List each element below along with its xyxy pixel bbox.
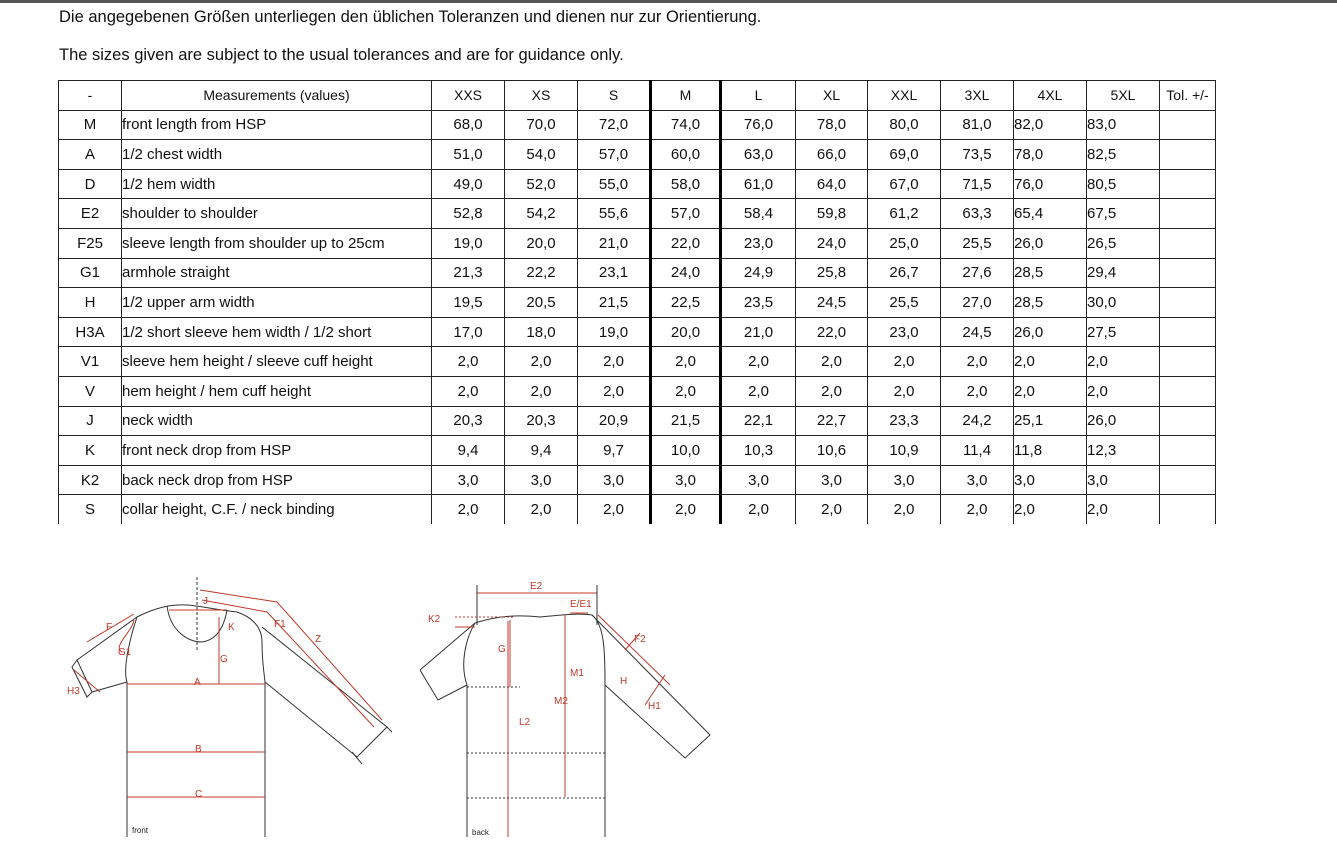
cell-xl: 59,8 (796, 199, 868, 229)
back-garment-sketch (420, 575, 720, 837)
col-header-5xl: 5XL (1087, 81, 1160, 111)
cell-xxs: 2,0 (432, 376, 505, 406)
col-header-xxl: XXL (868, 81, 941, 111)
col-header-3xl: 3XL (941, 81, 1014, 111)
label-l2: L2 (519, 717, 531, 728)
cell-l: 2,0 (721, 495, 796, 524)
cell-xl: 2,0 (796, 376, 868, 406)
row-description: back neck drop from HSP (122, 465, 432, 495)
cell-tolerance (1160, 465, 1216, 495)
cell-m: 2,0 (651, 495, 721, 524)
cell-tolerance (1160, 140, 1216, 170)
col-header-measurements: Measurements (values) (122, 81, 432, 111)
col-header-s: S (578, 81, 651, 111)
cell-3xl: 2,0 (941, 347, 1014, 377)
table-row (59, 376, 1216, 406)
cell-xxl: 69,0 (868, 140, 941, 170)
cell-4xl: 28,5 (1014, 258, 1087, 288)
cell-4xl: 2,0 (1014, 376, 1087, 406)
label-j: J (203, 596, 208, 607)
row-description: 1/2 upper arm width (122, 288, 432, 318)
label-e2: E2 (530, 581, 543, 592)
cell-4xl: 28,5 (1014, 288, 1087, 318)
cell-xxl: 10,9 (868, 436, 941, 466)
cell-5xl: 27,5 (1087, 317, 1160, 347)
row-code: H3A (59, 317, 122, 347)
row-description: sleeve length from shoulder up to 25cm (122, 228, 432, 258)
col-header-4xl: 4XL (1014, 81, 1087, 111)
label-a: A (194, 677, 201, 688)
cell-s: 23,1 (578, 258, 651, 288)
cell-tolerance (1160, 169, 1216, 199)
cell-xs: 3,0 (505, 465, 578, 495)
row-description: front length from HSP (122, 110, 432, 140)
cell-s: 2,0 (578, 347, 651, 377)
cell-4xl: 76,0 (1014, 169, 1087, 199)
cell-5xl: 12,3 (1087, 436, 1160, 466)
cell-xxl: 23,0 (868, 317, 941, 347)
cell-xl: 25,8 (796, 258, 868, 288)
cell-l: 3,0 (721, 465, 796, 495)
cell-xl: 10,6 (796, 436, 868, 466)
cell-xxs: 17,0 (432, 317, 505, 347)
cell-5xl: 30,0 (1087, 288, 1160, 318)
label-f: F (106, 622, 113, 633)
cell-xxl: 61,2 (868, 199, 941, 229)
cell-xl: 2,0 (796, 495, 868, 524)
row-code: H (59, 288, 122, 318)
col-header-xxs: XXS (432, 81, 505, 111)
cell-3xl: 11,4 (941, 436, 1014, 466)
cell-l: 63,0 (721, 140, 796, 170)
size-chart-table (58, 80, 1216, 524)
cell-5xl: 2,0 (1087, 495, 1160, 524)
row-code: A (59, 140, 122, 170)
row-description: collar height, C.F. / neck binding (122, 495, 432, 524)
cell-xs: 70,0 (505, 110, 578, 140)
cell-m: 60,0 (651, 140, 721, 170)
tolerance-note-english: The sizes given are subject to the usual tolerances and are for guidance only. (59, 46, 624, 64)
cell-m: 21,5 (651, 406, 721, 436)
cell-xs: 9,4 (505, 436, 578, 466)
cell-xs: 52,0 (505, 169, 578, 199)
cell-l: 23,5 (721, 288, 796, 318)
table-row (59, 436, 1216, 466)
cell-s: 55,0 (578, 169, 651, 199)
cell-xl: 78,0 (796, 110, 868, 140)
cell-s: 2,0 (578, 376, 651, 406)
cell-xxl: 67,0 (868, 169, 941, 199)
cell-s: 3,0 (578, 465, 651, 495)
label-f2: F2 (634, 634, 646, 645)
cell-xxl: 2,0 (868, 376, 941, 406)
cell-5xl: 2,0 (1087, 347, 1160, 377)
label-g1: G1 (118, 647, 132, 658)
cell-3xl: 63,3 (941, 199, 1014, 229)
cell-m: 10,0 (651, 436, 721, 466)
cell-xxl: 3,0 (868, 465, 941, 495)
cell-m: 2,0 (651, 376, 721, 406)
cell-xxs: 21,3 (432, 258, 505, 288)
cell-xl: 22,0 (796, 317, 868, 347)
cell-xxs: 2,0 (432, 495, 505, 524)
cell-4xl: 26,0 (1014, 317, 1087, 347)
cell-xxl: 2,0 (868, 495, 941, 524)
cell-xxl: 25,0 (868, 228, 941, 258)
cell-m: 20,0 (651, 317, 721, 347)
cell-4xl: 3,0 (1014, 465, 1087, 495)
cell-m: 58,0 (651, 169, 721, 199)
label-ee1: E/E1 (570, 599, 592, 610)
cell-4xl: 25,1 (1014, 406, 1087, 436)
cell-tolerance (1160, 376, 1216, 406)
cell-5xl: 67,5 (1087, 199, 1160, 229)
cell-4xl: 2,0 (1014, 347, 1087, 377)
row-description: sleeve hem height / sleeve cuff height (122, 347, 432, 377)
cell-xl: 3,0 (796, 465, 868, 495)
table-row (59, 465, 1216, 495)
table-row (59, 228, 1216, 258)
cell-5xl: 80,5 (1087, 169, 1160, 199)
table-row (59, 495, 1216, 524)
cell-tolerance (1160, 228, 1216, 258)
cell-tolerance (1160, 347, 1216, 377)
cell-xs: 2,0 (505, 347, 578, 377)
cell-xxl: 25,5 (868, 288, 941, 318)
cell-3xl: 27,6 (941, 258, 1014, 288)
col-header-l: L (721, 81, 796, 111)
cell-xs: 54,0 (505, 140, 578, 170)
cell-s: 55,6 (578, 199, 651, 229)
cell-xxs: 49,0 (432, 169, 505, 199)
cell-5xl: 26,0 (1087, 406, 1160, 436)
cell-tolerance (1160, 110, 1216, 140)
table-row (59, 258, 1216, 288)
top-border (0, 0, 1337, 3)
cell-tolerance (1160, 258, 1216, 288)
cell-xxs: 19,0 (432, 228, 505, 258)
cell-l: 76,0 (721, 110, 796, 140)
cell-l: 58,4 (721, 199, 796, 229)
cell-xs: 20,3 (505, 406, 578, 436)
table-row (59, 199, 1216, 229)
table-row (59, 288, 1216, 318)
label-h3: H3 (67, 686, 80, 697)
row-description: armhole straight (122, 258, 432, 288)
cell-l: 61,0 (721, 169, 796, 199)
label-b: B (195, 744, 202, 755)
row-code: J (59, 406, 122, 436)
cell-xxl: 2,0 (868, 347, 941, 377)
cell-tolerance (1160, 199, 1216, 229)
cell-m: 22,5 (651, 288, 721, 318)
cell-3xl: 2,0 (941, 495, 1014, 524)
cell-l: 24,9 (721, 258, 796, 288)
cell-xxs: 2,0 (432, 347, 505, 377)
cell-5xl: 26,5 (1087, 228, 1160, 258)
cell-4xl: 82,0 (1014, 110, 1087, 140)
cell-l: 2,0 (721, 376, 796, 406)
cell-4xl: 26,0 (1014, 228, 1087, 258)
cell-l: 2,0 (721, 347, 796, 377)
row-description: neck width (122, 406, 432, 436)
table-row (59, 169, 1216, 199)
cell-l: 22,1 (721, 406, 796, 436)
label-m2: M2 (554, 696, 568, 707)
table-row (59, 110, 1216, 140)
label-g-back: G (498, 644, 506, 655)
cell-3xl: 2,0 (941, 376, 1014, 406)
table-row (59, 406, 1216, 436)
cell-s: 19,0 (578, 317, 651, 347)
label-g: G (220, 654, 228, 665)
cell-tolerance (1160, 288, 1216, 318)
col-header-m: M (651, 81, 721, 111)
cell-tolerance (1160, 406, 1216, 436)
cell-m: 3,0 (651, 465, 721, 495)
cell-m: 24,0 (651, 258, 721, 288)
cell-3xl: 27,0 (941, 288, 1014, 318)
cell-xs: 2,0 (505, 376, 578, 406)
row-code: K2 (59, 465, 122, 495)
cell-s: 2,0 (578, 495, 651, 524)
cell-xs: 20,5 (505, 288, 578, 318)
cell-m: 57,0 (651, 199, 721, 229)
cell-s: 72,0 (578, 110, 651, 140)
cell-m: 22,0 (651, 228, 721, 258)
cell-s: 9,7 (578, 436, 651, 466)
label-k2: K2 (428, 614, 441, 625)
row-code: E2 (59, 199, 122, 229)
row-code: V1 (59, 347, 122, 377)
row-description: front neck drop from HSP (122, 436, 432, 466)
row-code: V (59, 376, 122, 406)
cell-5xl: 82,5 (1087, 140, 1160, 170)
cell-xs: 18,0 (505, 317, 578, 347)
row-code: K (59, 436, 122, 466)
cell-xs: 20,0 (505, 228, 578, 258)
cell-xl: 66,0 (796, 140, 868, 170)
front-garment-sketch (62, 572, 392, 837)
row-description: 1/2 chest width (122, 140, 432, 170)
cell-3xl: 3,0 (941, 465, 1014, 495)
cell-3xl: 73,5 (941, 140, 1014, 170)
cell-4xl: 78,0 (1014, 140, 1087, 170)
cell-5xl: 83,0 (1087, 110, 1160, 140)
back-caption: back (472, 828, 489, 837)
cell-s: 21,5 (578, 288, 651, 318)
row-code: G1 (59, 258, 122, 288)
cell-l: 10,3 (721, 436, 796, 466)
cell-xs: 22,2 (505, 258, 578, 288)
cell-3xl: 24,5 (941, 317, 1014, 347)
row-description: 1/2 hem width (122, 169, 432, 199)
front-caption: front (132, 826, 149, 835)
col-header-xs: XS (505, 81, 578, 111)
row-code: D (59, 169, 122, 199)
label-z: Z (315, 634, 322, 645)
cell-s: 20,9 (578, 406, 651, 436)
row-description: shoulder to shoulder (122, 199, 432, 229)
cell-xxs: 9,4 (432, 436, 505, 466)
cell-xxs: 52,8 (432, 199, 505, 229)
cell-xxl: 26,7 (868, 258, 941, 288)
cell-xxs: 68,0 (432, 110, 505, 140)
cell-m: 74,0 (651, 110, 721, 140)
label-f1: F1 (274, 619, 286, 630)
cell-tolerance (1160, 317, 1216, 347)
cell-m: 2,0 (651, 347, 721, 377)
row-code: S (59, 495, 122, 524)
cell-l: 21,0 (721, 317, 796, 347)
header-row (59, 81, 1216, 111)
table-row (59, 317, 1216, 347)
label-c: C (195, 789, 203, 800)
cell-xxs: 3,0 (432, 465, 505, 495)
row-description: hem height / hem cuff height (122, 376, 432, 406)
row-code: M (59, 110, 122, 140)
row-description: 1/2 short sleeve hem width / 1/2 short (122, 317, 432, 347)
label-h1: H1 (648, 701, 661, 712)
cell-tolerance (1160, 436, 1216, 466)
cell-xl: 2,0 (796, 347, 868, 377)
cell-xl: 24,0 (796, 228, 868, 258)
cell-s: 57,0 (578, 140, 651, 170)
cell-xl: 24,5 (796, 288, 868, 318)
col-header-tolerance: Tol. +/- (1160, 81, 1216, 111)
cell-xs: 54,2 (505, 199, 578, 229)
label-k: K (228, 622, 235, 633)
row-code: F25 (59, 228, 122, 258)
cell-3xl: 24,2 (941, 406, 1014, 436)
cell-xxs: 51,0 (432, 140, 505, 170)
cell-l: 23,0 (721, 228, 796, 258)
cell-5xl: 3,0 (1087, 465, 1160, 495)
cell-3xl: 25,5 (941, 228, 1014, 258)
cell-3xl: 71,5 (941, 169, 1014, 199)
cell-xs: 2,0 (505, 495, 578, 524)
cell-4xl: 2,0 (1014, 495, 1087, 524)
cell-xxl: 23,3 (868, 406, 941, 436)
cell-xl: 22,7 (796, 406, 868, 436)
col-header-code: - (59, 81, 122, 111)
table-row (59, 140, 1216, 170)
label-m1: M1 (570, 668, 584, 679)
cell-5xl: 29,4 (1087, 258, 1160, 288)
cell-4xl: 11,8 (1014, 436, 1087, 466)
cell-3xl: 81,0 (941, 110, 1014, 140)
cell-tolerance (1160, 495, 1216, 524)
cell-xxs: 20,3 (432, 406, 505, 436)
col-header-xl: XL (796, 81, 868, 111)
cell-4xl: 65,4 (1014, 199, 1087, 229)
cell-s: 21,0 (578, 228, 651, 258)
cell-xl: 64,0 (796, 169, 868, 199)
tolerance-note-german: Die angegebenen Größen unterliegen den üblichen Toleranzen und dienen nur zur Orientierung. (59, 8, 762, 26)
table-row (59, 347, 1216, 377)
cell-5xl: 2,0 (1087, 376, 1160, 406)
cell-xxl: 80,0 (868, 110, 941, 140)
cell-xxs: 19,5 (432, 288, 505, 318)
label-h-back: H (620, 676, 628, 687)
